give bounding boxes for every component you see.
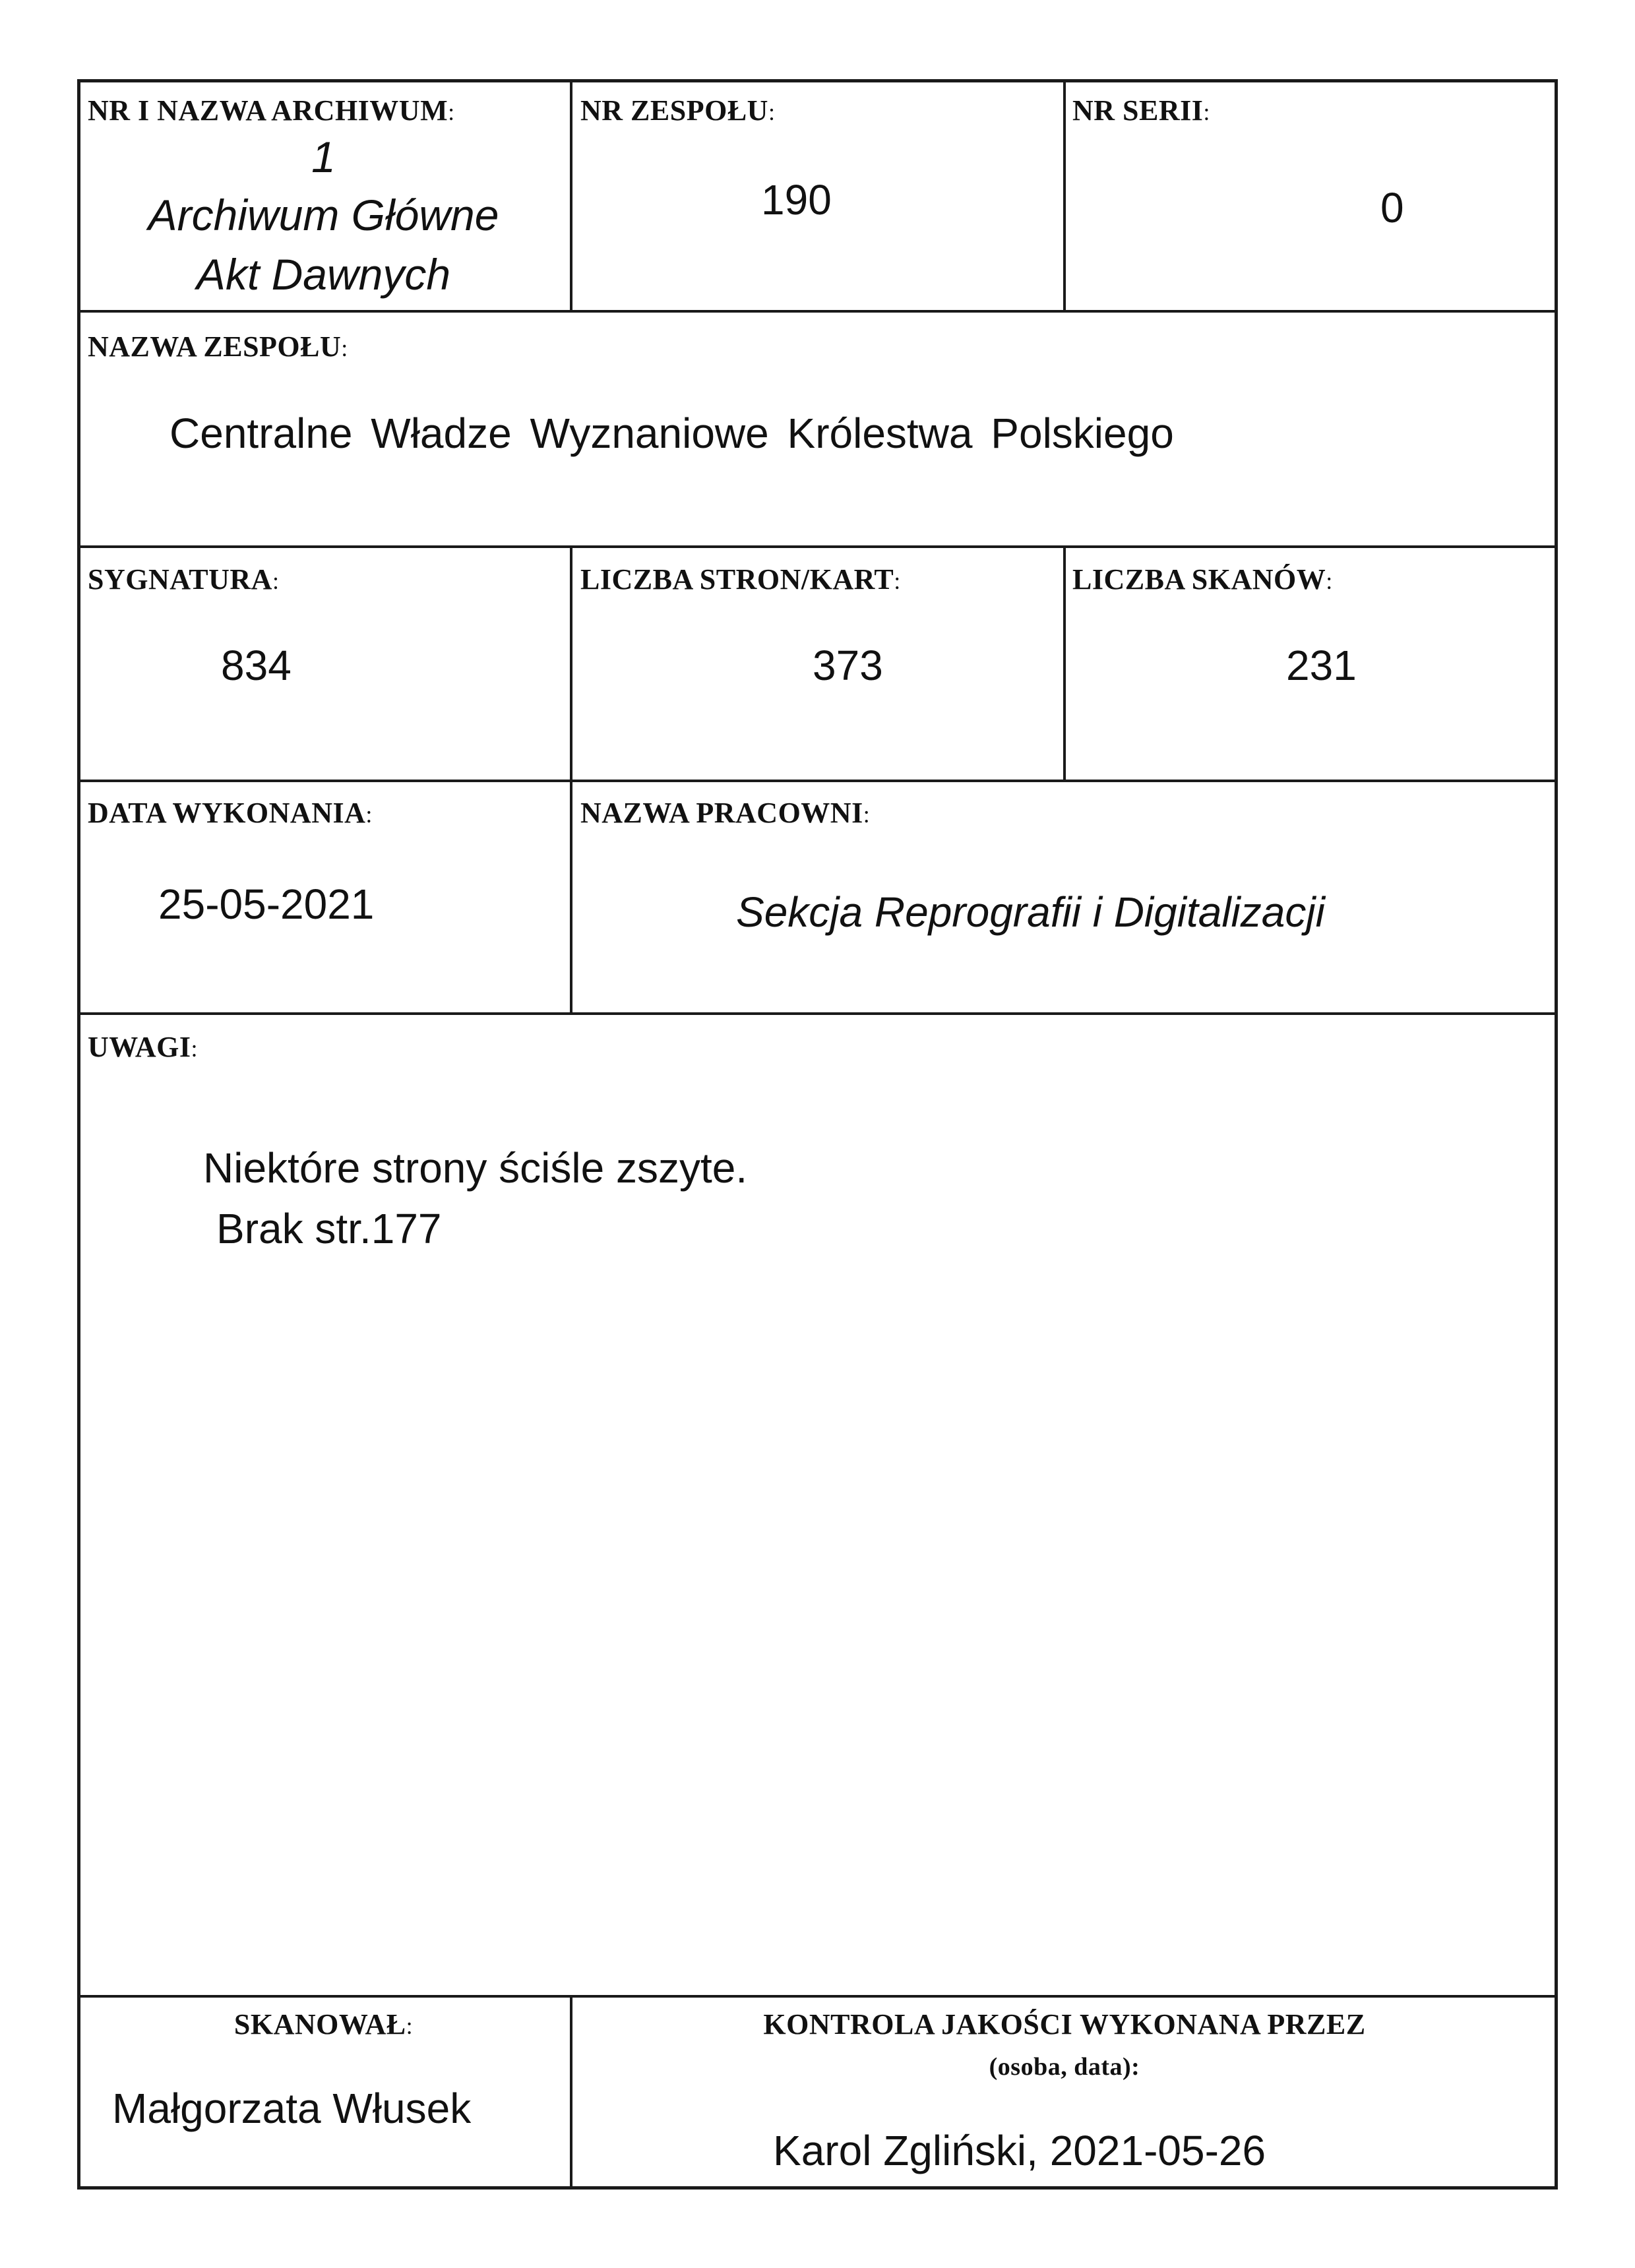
scans-count-label: LICZBA SKANÓW: bbox=[1072, 563, 1333, 596]
fonds-name-label: NAZWA ZESPOŁU: bbox=[88, 330, 348, 363]
pages-count-label: LICZBA STRON/KART: bbox=[580, 563, 901, 596]
scanned-by-value: Małgorzata Włusek bbox=[112, 2085, 472, 2132]
row-divider bbox=[77, 780, 1558, 782]
fonds-number-label: NR ZESPOŁU: bbox=[580, 94, 776, 127]
archive-label: NR I NAZWA ARCHIWUM: bbox=[88, 94, 455, 127]
row-divider bbox=[77, 1995, 1558, 1998]
quality-control-label bbox=[571, 2007, 1558, 2041]
scans-count-label-text: LICZBA SKANÓW bbox=[1072, 563, 1326, 596]
execution-date-label-text: DATA WYKONANIA bbox=[88, 797, 366, 829]
scanned-by-label-text: SKANOWAŁ bbox=[233, 2008, 406, 2040]
pages-count-label-text: LICZBA STRON/KART bbox=[580, 563, 894, 596]
archive-name-line1: Archiwum Główne bbox=[148, 191, 499, 239]
studio-name-label: NAZWA PRACOWNI: bbox=[580, 797, 871, 829]
notes-line2: Brak str.177 bbox=[216, 1205, 442, 1252]
studio-name-label-text: NAZWA PRACOWNI bbox=[580, 797, 863, 829]
row-divider bbox=[77, 1012, 1558, 1015]
archive-name-line2: Akt Dawnych bbox=[196, 250, 451, 299]
quality-control-sublabel: (osoba, data): bbox=[989, 2053, 1140, 2081]
archive-number: 1 bbox=[311, 133, 336, 181]
execution-date-value: 25-05-2021 bbox=[158, 880, 375, 928]
fonds-number-label-text: NR ZESPOŁU bbox=[580, 94, 768, 127]
execution-date-label: DATA WYKONANIA: bbox=[88, 797, 373, 829]
archive-label-text: NR I NAZWA ARCHIWUM bbox=[88, 94, 448, 127]
column-divider bbox=[570, 780, 572, 1014]
row-divider bbox=[77, 310, 1558, 313]
pages-count-value: 373 bbox=[813, 642, 883, 689]
metadata-form bbox=[77, 79, 1558, 2190]
signature-value: 834 bbox=[221, 642, 292, 689]
series-number-label-text: NR SERII bbox=[1072, 94, 1204, 127]
column-divider bbox=[570, 79, 572, 311]
column-divider bbox=[570, 545, 572, 781]
notes-label: UWAGI: bbox=[88, 1031, 199, 1063]
fonds-number-value: 190 bbox=[761, 176, 832, 224]
quality-control-value: Karol Zgliński, 2021-05-26 bbox=[773, 2127, 1266, 2174]
row-divider bbox=[77, 545, 1558, 548]
notes-label-text: UWAGI bbox=[88, 1031, 191, 1063]
series-number-value: 0 bbox=[1380, 184, 1404, 231]
column-divider bbox=[1063, 545, 1066, 781]
studio-name-value: Sekcja Reprografii i Digitalizacji bbox=[736, 888, 1325, 936]
scanned-by-label: SKANOWAŁ: bbox=[233, 2008, 414, 2040]
notes-line1: Niektóre strony ściśle zszyte. bbox=[203, 1144, 748, 1192]
fonds-name-label-text: NAZWA ZESPOŁU bbox=[88, 330, 342, 363]
quality-control-label-text: KONTROLA JAKOŚCI WYKONANA PRZEZ bbox=[763, 2008, 1366, 2040]
signature-label-text: SYGNATURA bbox=[88, 563, 272, 596]
signature-label: SYGNATURA: bbox=[88, 563, 280, 596]
column-divider bbox=[1063, 79, 1066, 311]
series-number-label: NR SERII: bbox=[1072, 94, 1210, 127]
fonds-name-value: Centralne Władze Wyznaniowe Królestwa Polskiego bbox=[170, 410, 1174, 457]
scans-count-value: 231 bbox=[1286, 642, 1357, 689]
